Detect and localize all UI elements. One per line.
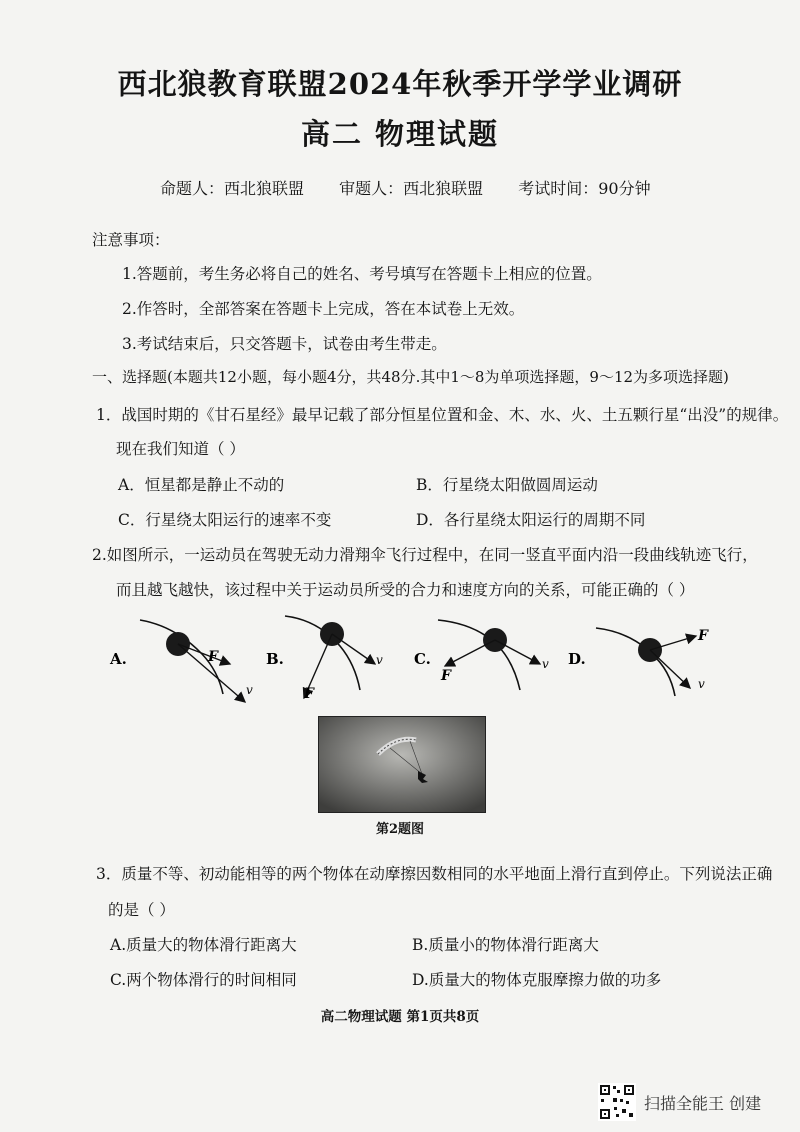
q3-option-c: C.两个物体滑行的时间相同	[110, 971, 297, 989]
q3-option-b: B.质量小的物体滑行距离大	[412, 936, 599, 954]
notice-heading: 注意事项：	[92, 231, 170, 249]
author: 命题人：西北狼联盟	[160, 179, 305, 198]
label-b: B.	[266, 650, 284, 668]
qr-code-icon	[598, 1083, 636, 1121]
question-1-stem-cont: 现在我们知道（ ）	[116, 440, 245, 458]
q3-option-a: A.质量大的物体滑行距离大	[110, 936, 297, 954]
diagram-a	[109, 620, 253, 702]
q1-option-b: B．行星绕太阳做圆周运动	[416, 476, 598, 494]
question-1-stem: 1．战国时期的《甘石星经》最早记载了部分恒星位置和金、木、水、火、土五颗行星“出没”的规律。	[96, 406, 789, 424]
velocity-label: v	[698, 677, 705, 691]
question-2-stem-cont: 而且越飞越快，该过程中关于运动员所受的合力和速度方向的关系，可能正确的（ ）	[116, 581, 695, 599]
watermark-text: 扫描全能王 创建	[644, 1093, 762, 1113]
notice-item: 3.考试结束后，只交答题卡，试卷由考生带走。	[122, 335, 447, 353]
exam-subtitle: 高二 物理试题	[300, 117, 500, 151]
page-footer: 高二物理试题 第1页共8页	[320, 1009, 480, 1025]
force-label: F	[698, 628, 708, 644]
reviewer: 审题人：西北狼联盟	[339, 179, 484, 198]
exam-title: 西北狼教育联盟2024年秋季开学学业调研	[117, 67, 683, 101]
question-2-stem: 2.如图所示，一运动员在驾驶无动力滑翔伞飞行过程中，在同一竖直平面内沿一段曲线轨迹飞行，	[92, 546, 758, 564]
notice-item: 2.作答时，全部答案在答题卡上完成，答在本试卷上无效。	[122, 300, 525, 318]
label-c: C.	[414, 650, 431, 668]
q3-option-d: D.质量大的物体克服摩擦力做的功多	[412, 971, 662, 989]
exam-meta	[160, 176, 681, 199]
force-label: F	[441, 668, 451, 684]
figure-caption: 第2题图	[375, 822, 425, 837]
force-label: F	[304, 686, 314, 702]
diagram-d	[568, 628, 709, 696]
duration: 考试时间：90分钟	[518, 179, 651, 198]
scanner-watermark	[598, 1083, 761, 1121]
question-3-stem-cont: 的是（ ）	[108, 901, 175, 919]
q2-diagram	[100, 606, 740, 716]
velocity-label: v	[376, 653, 383, 667]
notice-item: 1.答题前，考生务必将自己的姓名、考号填写在答题卡上相应的位置。	[122, 265, 602, 283]
label-d: D.	[568, 650, 586, 668]
q1-option-d: D．各行星绕太阳运行的周期不同	[416, 511, 646, 529]
q1-option-a: A．恒星都是静止不动的	[118, 476, 285, 494]
velocity-label: v	[246, 683, 253, 697]
velocity-label: v	[542, 657, 549, 671]
section-heading: 一、选择题(本题共12小题，每小题4分，共48分.其中1～8为单项选择题，9～12为多项选择题)	[92, 368, 729, 386]
force-label: F	[208, 649, 218, 665]
question-3-stem: 3．质量不等、初动能相等的两个物体在动摩擦因数相同的水平地面上滑行直到停止。下列说法正确	[96, 865, 773, 883]
paraglider-photo	[318, 716, 486, 813]
label-a: A.	[110, 650, 127, 668]
diagram-b	[266, 616, 383, 702]
diagram-c	[414, 620, 549, 690]
q1-option-c: C．行星绕太阳运行的速率不变	[118, 511, 332, 529]
